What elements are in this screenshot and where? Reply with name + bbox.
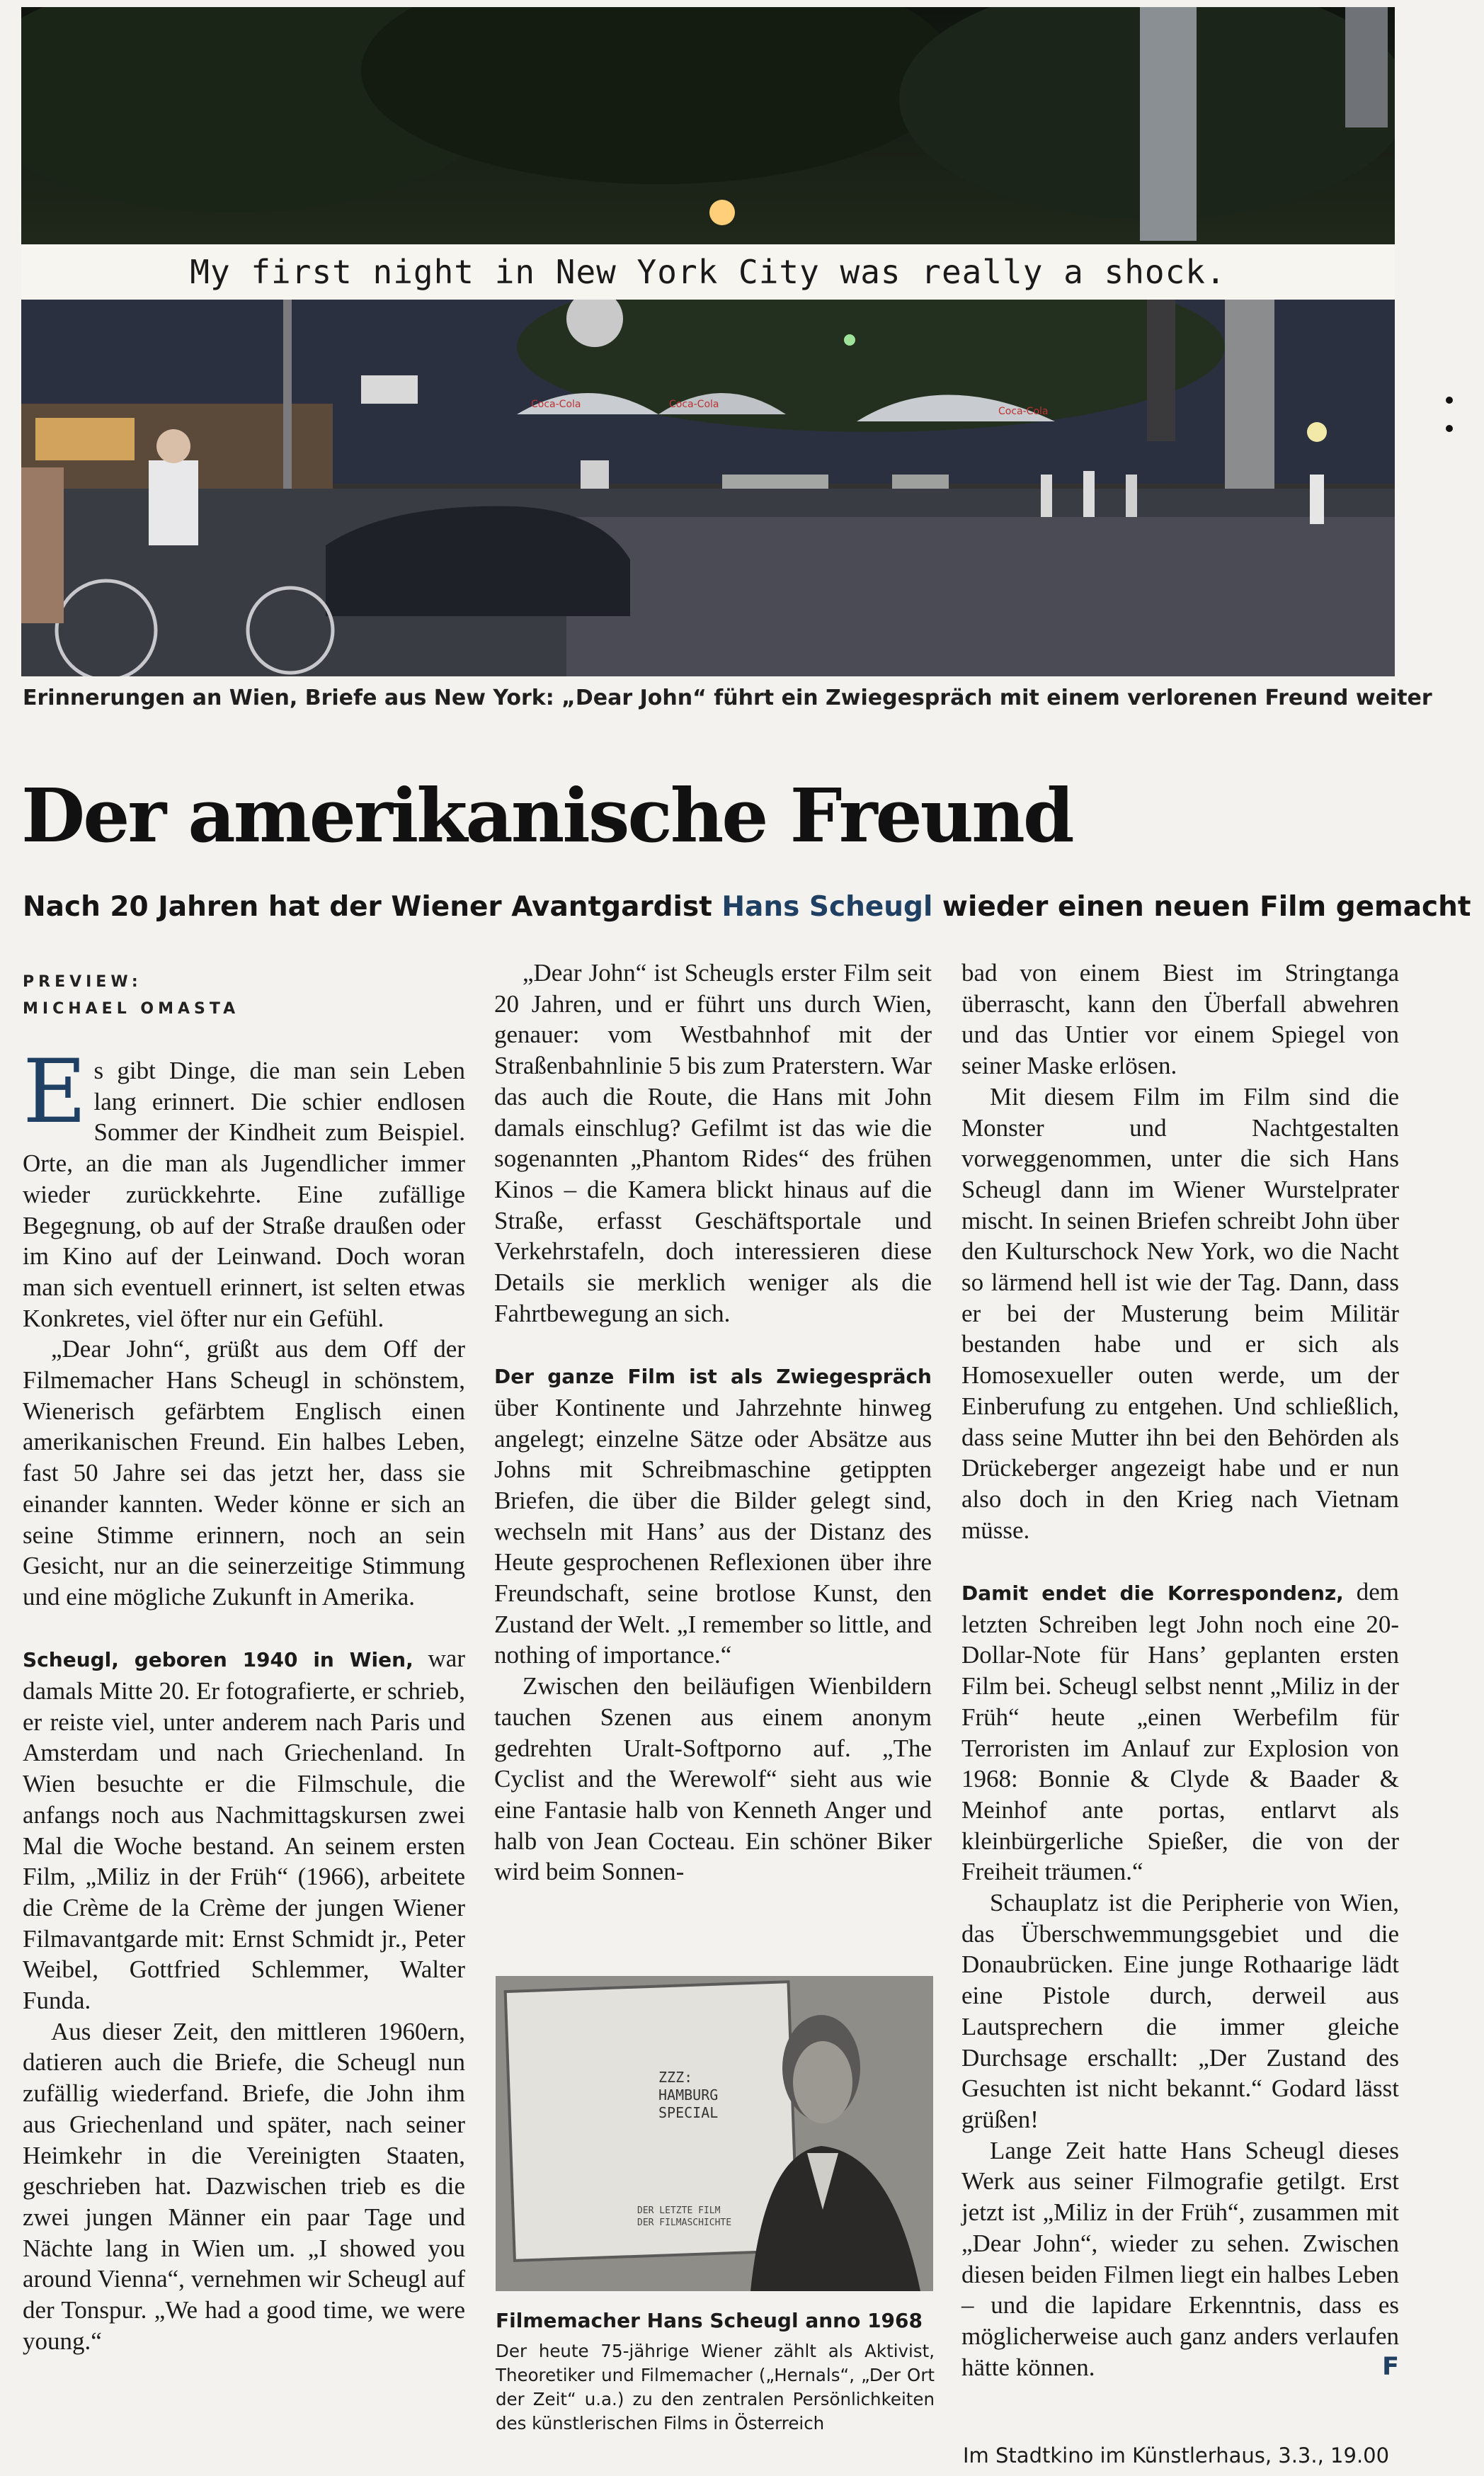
headline: Der amerikanische Freund	[21, 772, 1073, 859]
subhead-accent-name: Hans Scheugl	[721, 891, 933, 923]
screening-info: Im Stadtkino im Künstlerhaus, 3.3., 19.00	[963, 2443, 1390, 2468]
paragraph: Aus dieser Zeit, den mittleren 1960ern, datieren auch die Briefe, die Scheugl nun zufällig wiederfand. Briefe, die John ihm aus Griechenland und später, nach seiner Heimkehr in die Vereinigten Staaten, geschrieben hat. Dazwischen trieb es die zwei jungen Männer ein paar Tage und Nächte lang in Wien um. „I showed you around Vienna“, vernehmen wir Scheugl auf der Tonspur. „We had a good time, we were young.“	[23, 2017, 465, 2355]
street-scene-illustration	[21, 7, 1395, 676]
poster-line: SPECIAL	[658, 2104, 719, 2121]
paragraph-lead: Scheugl, geboren 1940 in Wien,	[23, 1648, 413, 1672]
paragraph: Es gibt Dinge, die man sein Leben lang erinnert. Die schier endlosen Sommer der Kindheit zum Beispiel. Orte, an die man als Jugendlicher immer wieder zurückkehrte. Eine zufällige Begegnung, ob auf der Straße draußen oder im Kino auf der Leinwand. Doch woran man sich eventuell erinnert, ist selten etwas Konkretes, viel öfter nur ein Gefühl.	[23, 1041, 465, 1332]
paragraph: Zwischen den beiläufigen Wienbildern tauchen Szenen aus einem anonym gedrehten Uralt-Softporno auf. „The Cyclist and the Werewolf“ sieht aus wie eine Fantasie halb von Kenneth Anger und halb von Jean Cocteau. Ein schöner Biker wird beim Sonnen-	[494, 1672, 932, 1886]
article-column-3	[961, 958, 1399, 2383]
byline-author: MICHAEL OMASTA	[23, 1000, 240, 1018]
photo-caption: Erinnerungen an Wien, Briefe aus New York: „Dear John“ führt ein Zwiegespräch mit einem verlorenen Freund weiter	[23, 686, 1432, 710]
subheadline	[23, 891, 1471, 923]
poster-line: HAMBURG	[658, 2086, 719, 2103]
typewriter-caption-strip	[21, 244, 1395, 300]
paragraph: Lange Zeit hatte Hans Scheugl dieses Werk aus seiner Filmografie getilgt. Erst jetzt ist „Miliz in der Früh“, zusammen mit „Dear John“, wieder zu sehen. Zwischen diesen beiden Filmen liegt ein halbes Leben – und die lapidare Erkenntnis, dass es möglicherweise auch ganz anders verlaufen hätte können. F	[961, 2135, 1399, 2383]
paragraph: „Dear John“ ist Scheugls erster Film seit 20 Jahren, und er führt uns durch Wien, genauer: vom Westbahnhof mit der Straßenbahnlinie 5 bis zum Praterstern. War das auch die Route, die Hans mit John damals einschlug? Gefilmt ist das wie die sogenannten „Phantom Rides“ des frühen Kinos – die Kamera blickt hinaus auf die Straße, erfasst Geschäftsportale und Verkehrstafeln, doch interessieren diese Details sie merklich weniger als die Fahrtbewegung an sich.	[494, 959, 932, 1327]
paragraph-lead: Der ganze Film ist als Zwiegespräch	[494, 1365, 932, 1389]
article-column-2	[494, 958, 932, 1887]
poster-line: ZZZ:	[658, 2069, 693, 2086]
margin-dots	[1446, 397, 1453, 453]
paragraph: Scheugl, geboren 1940 in Wien, war damals Mitte 20. Er fotografierte, er schrieb, er reiste viel, unter anderem nach Paris und Amsterdam und nach Griechenland. In Wien besuchte er die Filmschule, die anfangs noch aus Nachmittagskursen zwei Mal die Woche bestand. An seinem ersten Film, „Miliz in der Früh“ (1966), arbeitete die Crème de la Crème der jungen Wiener Filmavantgarde mit: Ernst Schmidt jr., Peter Weibel, Gottfried Schlemmer, Walter Funda.	[23, 1645, 465, 2015]
header-photo	[21, 7, 1395, 676]
paragraph: Schauplatz ist die Peripherie von Wien, das Überschwemmungsgebiet und die Donaubrücken. Eine junge Rothaarige lädt eine Pistole durch, derweil aus Lautsprechern die immer gleiche Durchsage erschallt: „Der Zustand des Gesuchten ist nicht bekannt.“ Godard lässt grüßen!	[961, 1889, 1399, 2133]
drop-cap: E	[23, 1041, 87, 1143]
umbrella-sign-2: Coca-Cola	[669, 399, 719, 410]
byline	[23, 969, 239, 1023]
paragraph: Der ganze Film ist als Zwiegespräch über Kontinente und Jahrzehnte hinweg angelegt; einzelne Sätze oder Absätze aus Johns mit Schreibmaschine getippten Briefen, die über die Bilder gelegt sind, wechseln mit Hans’ aus der Distanz des Heute gesprochenen Reflexionen über ihre Freundschaft, seine brotlose Kunst, den Zustand der Welt. „I remember so little, and nothing of importance.“	[494, 1365, 932, 1669]
portrait-caption-title: Filmemacher Hans Scheugl anno 1968	[496, 2309, 923, 2332]
subhead-text-before: Nach 20 Jahren hat der Wiener Avantgardist	[23, 891, 722, 923]
portrait-illustration	[496, 1976, 933, 2291]
end-mark-icon: F	[1382, 2352, 1399, 2381]
portrait-caption-body: Der heute 75-jährige Wiener zählt als Aktivist, Theoretiker und Filmemacher („Hernals“, „Der Ort der Zeit“ u.a.) zu den zentralen Persönlichkeiten des künstlerischen Films in Österreich	[496, 2341, 935, 2434]
portrait-photo	[496, 1976, 933, 2291]
poster-line: DER FILMASCHICHTE	[637, 2217, 732, 2228]
paragraph-lead: Damit endet die Korrespondenz,	[961, 1581, 1344, 1606]
paragraph: Damit endet die Korrespondenz, dem letzten Schreiben legt John noch eine 20-Dollar-Note für Hans’ geplanten ersten Film bei. Scheugl selbst nennt „Miliz in der Früh“ heute „einen Werbefilm für Terroristen im Anlauf zur Explosion von 1968: Bonnie & Clyde & Baader & Meinhof ante portas, entlarvt als kleinbürgerliche Spießer, die von der Freiheit träumen.“	[961, 1578, 1399, 1886]
umbrella-sign-3: Coca-Cola	[998, 406, 1049, 417]
typewriter-caption: My first night in New York City was really a shock.	[190, 253, 1226, 291]
paragraph: bad von einem Biest im Stringtanga überrascht, kann den Überfall abwehren und das Untier vor einem Spiegel von seiner Maske erlösen.	[961, 959, 1399, 1080]
subhead-text-after: wieder einen neuen Film gemacht	[932, 891, 1471, 923]
poster-line: DER LETZTE FILM	[637, 2205, 721, 2216]
paragraph: Mit diesem Film im Film sind die Monster und Nachtgestalten vorweggenommen, unter die sich Hans Scheugl dann im Wiener Wurstelprater mischt. In seinen Briefen schreibt John über den Kulturschock New York, wo die Nacht so lärmend hell ist wie der Tag. Dann, dass er bei der Musterung beim Militär bestanden habe und er sich als Homosexueller outen werde, um der Einberufung zu entgehen. Und schließlich, dass seine Mutter ihn bei den Behörden als Drückeberger angezeigt habe und er nun also doch in den Krieg nach Vietnam müsse.	[961, 1082, 1399, 1544]
byline-label: PREVIEW:	[23, 973, 142, 991]
article-column-1	[23, 1041, 465, 2357]
umbrella-sign-1: Coca-Cola	[531, 399, 581, 410]
paragraph: „Dear John“, grüßt aus dem Off der Filmemacher Hans Scheugl in schönstem, Wienerisch gefärbtem Englisch einen amerikanischen Freund. Ein halbes Leben, fast 50 Jahre sei das jetzt her, dass sie einander kannten. Weder könne er sich an seine Stimme erinnern, noch an sein Gesicht, nur an die seinerzeitige Stimmung und eine mögliche Zukunft in Amerika.	[23, 1335, 465, 1611]
